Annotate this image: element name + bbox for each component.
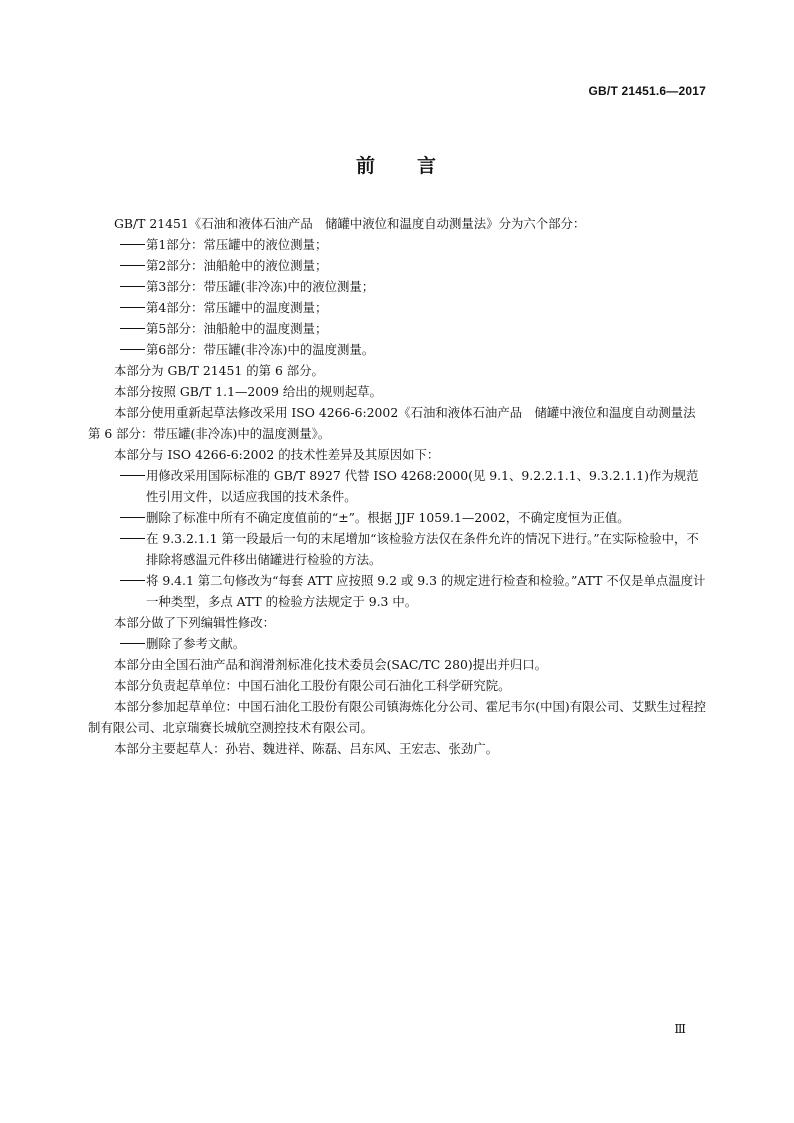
title-char-2: 言 <box>417 155 439 177</box>
page-title <box>0 151 794 178</box>
list-item-text: 第3部分：带压罐(非冷冻)中的液位测量； <box>146 279 375 294</box>
list-item <box>88 570 708 612</box>
iso-paragraph: 本部分使用重新起草法修改采用 ISO 4266-6:2002《石油和液体石油产品 储罐中液位和温度自动测量法 第 6 部分：带压罐(非冷冻)中的温度测量》。 <box>88 405 708 441</box>
list-item <box>88 255 708 276</box>
list-item <box>88 507 708 528</box>
list-item-text: 用修改采用国际标准的 GB/T 8927 代替 ISO 4268:2000(见 9.1、9.2.2.1.1、9.3.2.1.1)作为规范性引用文件，以适应我国的技术条件。 <box>146 468 699 504</box>
list-item <box>88 528 708 570</box>
list-item-text: 第4部分：常压罐中的温度测量； <box>146 300 328 315</box>
standard-number: GB/T 21451.6—2017 <box>588 84 706 98</box>
list-item-text: 删除了标准中所有不确定度值前的“±”。根据 JJF 1059.1—2002，不确定度恒为正值。 <box>146 510 630 525</box>
page-number: Ⅲ <box>674 1022 686 1036</box>
list-item <box>88 297 708 318</box>
list-item-text: 第2部分：油船舱中的液位测量； <box>146 258 328 273</box>
list-item <box>88 234 708 255</box>
list-item-text: 第5部分：油船舱中的温度测量； <box>146 321 328 336</box>
drafters-paragraph: 本部分主要起草人：孙岩、魏进祥、陈磊、吕东风、王宏志、张劲广。 <box>114 741 499 756</box>
list-item-text: 将 9.4.1 第二句修改为“每套 ATT 应按照 9.2 或 9.3 的规定进行检查和检验。”ATT 不仅是单点温度计一种类型，多点 ATT 的检验方法规定于 9.3 中。 <box>146 573 706 609</box>
differences-paragraph: 本部分与 ISO 4266-6:2002 的技术性差异及其原因如下： <box>114 447 440 462</box>
list-item-text: 在 9.3.2.1.1 第一段最后一句的末尾增加“该检验方法仅在条件允许的情况下进行。”在实际检验中，不排除将感温元件移出储罐进行检验的方法。 <box>146 531 699 567</box>
list-item-text: 第6部分：带压罐(非冷冻)中的温度测量。 <box>146 342 375 357</box>
list-item-text: 删除了参考文献。 <box>146 636 246 651</box>
rules-paragraph: 本部分按照 GB/T 1.1—2009 给出的规则起草。 <box>114 384 382 399</box>
list-item <box>88 633 708 654</box>
list-item <box>88 339 708 360</box>
drafter-org-paragraph: 本部分负责起草单位：中国石油化工股份有限公司石油化工科学研究院。 <box>114 678 511 693</box>
list-item <box>88 318 708 339</box>
participants-paragraph: 本部分参加起草单位：中国石油化工股份有限公司镇海炼化分公司、霍尼韦尔(中国)有限公司、艾默生过程控制有限公司、北京瑞赛长城航空测控技术有限公司。 <box>88 699 707 735</box>
foreword-body <box>88 213 708 759</box>
part-paragraph: 本部分为 GB/T 21451 的第 6 部分。 <box>114 363 324 378</box>
intro-paragraph: GB/T 21451《石油和液体石油产品 储罐中液位和温度自动测量法》分为六个部分： <box>114 216 586 231</box>
list-item <box>88 465 708 507</box>
list-item-text: 第1部分：常压罐中的液位测量； <box>146 237 328 252</box>
editorial-paragraph: 本部分做了下列编辑性修改： <box>114 615 276 630</box>
list-item <box>88 276 708 297</box>
proposed-paragraph: 本部分由全国石油产品和润滑剂标准化技术委员会(SAC/TC 280)提出并归口。 <box>114 657 548 672</box>
title-char-1: 前 <box>355 155 377 177</box>
